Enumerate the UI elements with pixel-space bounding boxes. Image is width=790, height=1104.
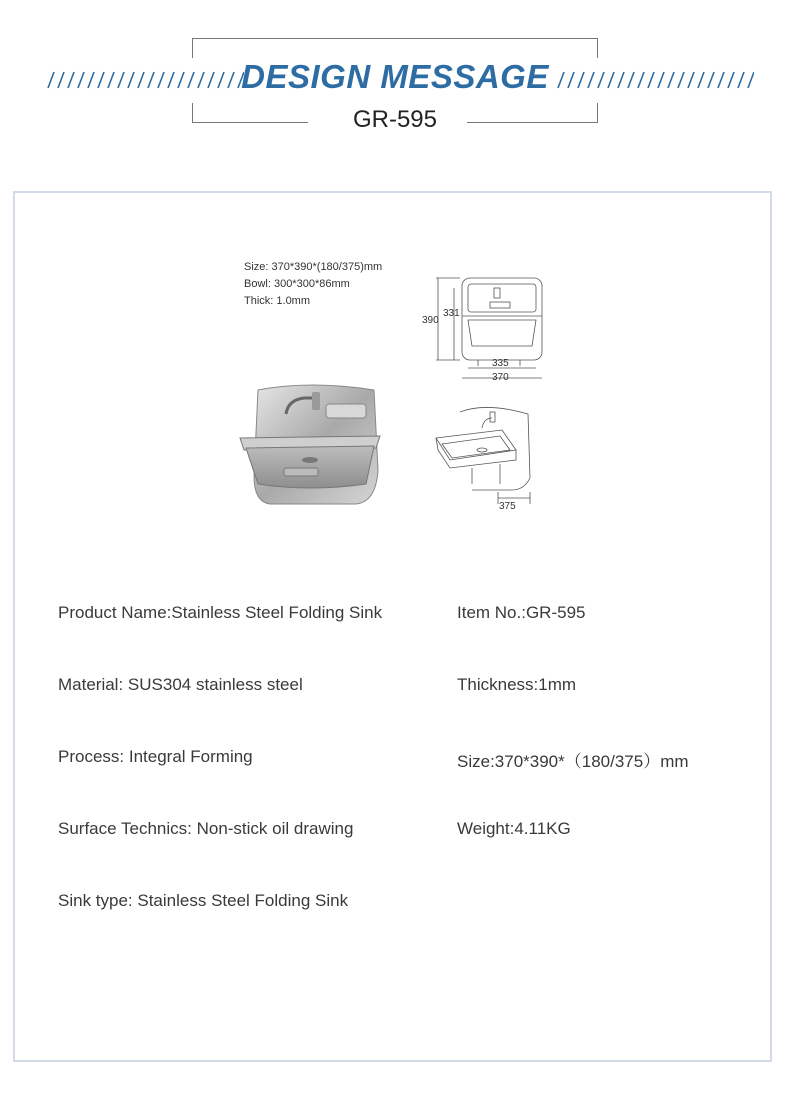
product-photo <box>236 380 384 510</box>
dim-width-total: 370 <box>492 372 509 383</box>
front-technical-drawing <box>420 270 550 385</box>
item-number: Item No.:GR-595 <box>457 603 586 622</box>
header-frame-line <box>192 38 598 39</box>
dim-height-inner: 331 <box>443 308 460 319</box>
material: Material: SUS304 stainless steel <box>58 675 303 694</box>
spec-thick: Thick: 1.0mm <box>244 295 311 307</box>
header-frame-line <box>597 38 598 58</box>
product-card <box>13 191 772 1062</box>
process: Process: Integral Forming <box>58 747 253 766</box>
spec-list <box>244 259 382 310</box>
page-title: DESIGN MESSAGE <box>241 58 549 95</box>
dim-height-total: 390 <box>422 315 439 326</box>
size: Size:370*390*（180/375）mm <box>457 752 689 771</box>
surface-technics: Surface Technics: Non-stick oil drawing <box>58 819 354 838</box>
spec-size: Size: 370*390*(180/375)mm <box>244 261 383 273</box>
thickness: Thickness:1mm <box>457 675 577 694</box>
dim-width-inner: 335 <box>492 358 509 369</box>
dim-depth: 375 <box>499 501 516 512</box>
spec-bowl: Bowl: 300*300*86mm <box>244 278 350 290</box>
sink-type: Sink type: Stainless Steel Folding Sink <box>58 891 349 910</box>
page-header <box>0 0 790 150</box>
model-number: GR-595 <box>352 106 438 133</box>
weight: Weight:4.11KG <box>457 819 571 838</box>
iso-technical-drawing <box>432 398 542 513</box>
product-name: Product Name:Stainless Steel Folding Sink <box>58 603 383 622</box>
header-frame-line <box>192 38 193 58</box>
